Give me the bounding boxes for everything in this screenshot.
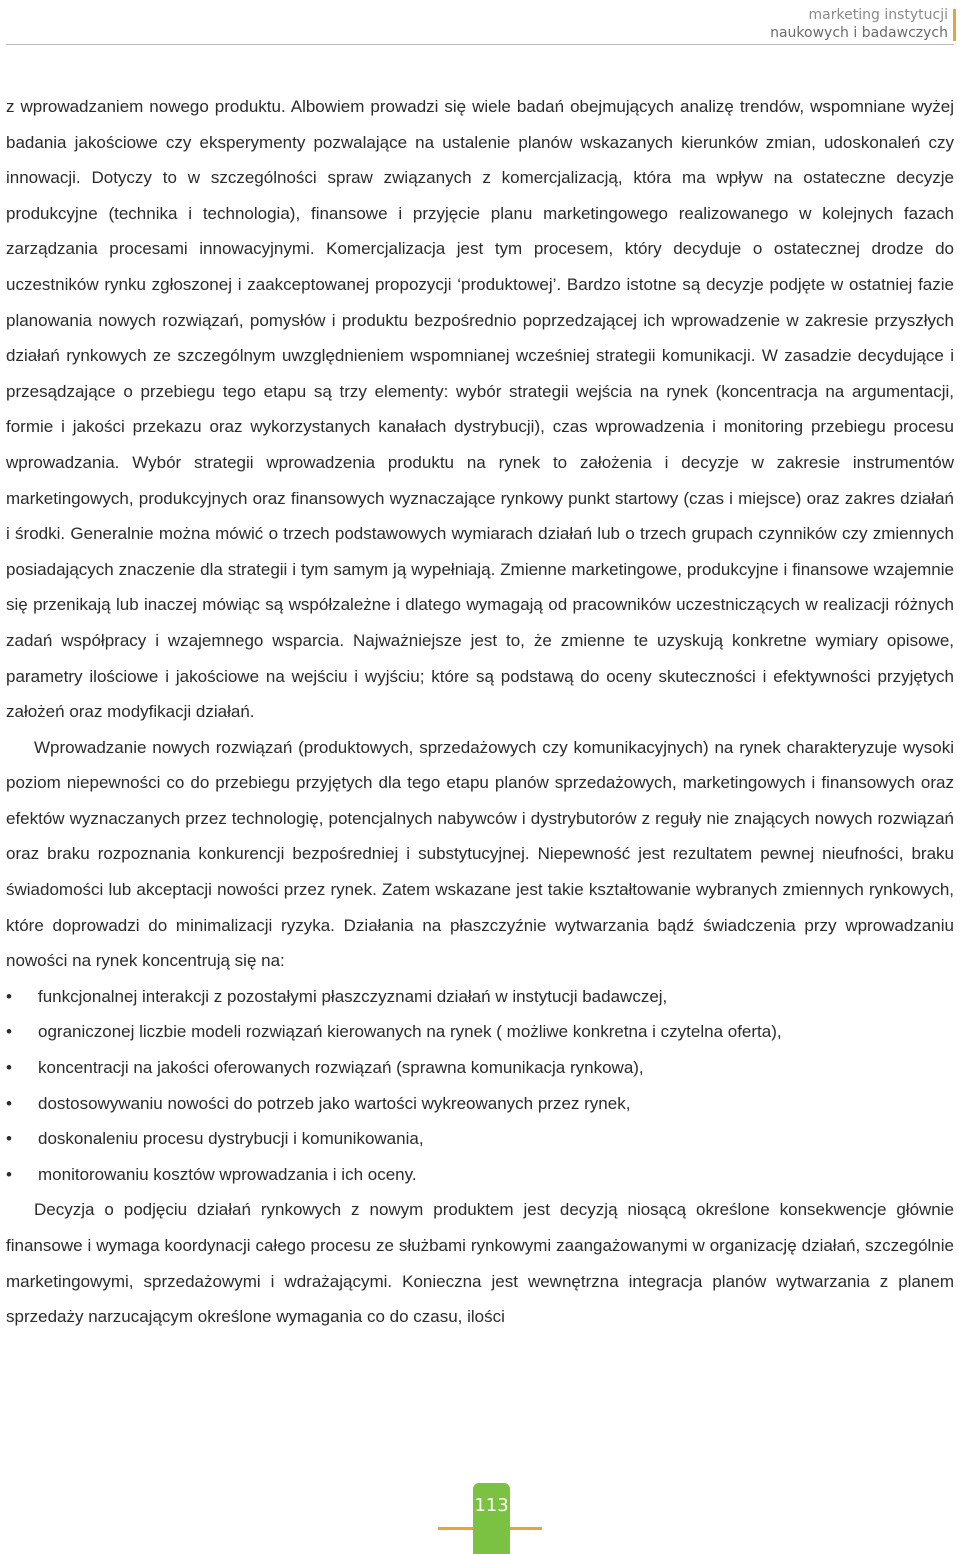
list-item: [6, 1050, 954, 1086]
list-item: [6, 1157, 954, 1193]
list-item: [6, 1086, 954, 1122]
list-item-text: dostosowywaniu nowości do potrzeb jako wartości wykreowanych przez rynek,: [38, 1093, 631, 1113]
header-title-line-2: naukowych i badawczych: [770, 25, 948, 41]
paragraph-2: Wprowadzanie nowych rozwiązań (produktowych, sprzedażowych czy komunikacyjnych) na rynek charakteryzuje wysoki poziom niepewności co do przebiegu przyjętych dla tego etapu planów sprzedażowych, marketingowych i finansowych oraz efektów wyznaczanych przez technologię, potencjalnych nabywców i dystrybutorów z reguły nie znających nowych rozwiązań oraz braku rozpoznania konkurencji bezpośredniej i substytucyjnej. Niepewność jest rezultatem pewnej nieufności, braku świadomości lub akceptacji nowości przez rynek. Zatem wskazane jest takie kształtowanie wybranych zmiennych rynkowych, które doprowadzi do minimalizacji ryzyka. Działania na płaszczyźnie wytwarzania bądź świadczenia przy wprowadzaniu nowości na rynek koncentrują się na:: [6, 737, 954, 971]
list-item-text: monitorowaniu kosztów wprowadzania i ich oceny.: [38, 1164, 417, 1184]
bullet-icon: •: [6, 1058, 12, 1078]
bullet-icon: •: [6, 1093, 12, 1113]
list-item-text: funkcjonalnej interakcji z pozostałymi płaszczyznami działań w instytucji badawczej,: [38, 986, 668, 1006]
bullet-icon: •: [6, 1022, 12, 1042]
header-accent-bar: [953, 9, 956, 41]
list-item: [6, 979, 954, 1015]
list-item-text: koncentracji na jakości oferowanych rozwiązań (sprawna komunikacja rynkowa),: [38, 1058, 644, 1078]
list-item: [6, 1121, 954, 1157]
bullet-list: [6, 979, 954, 1193]
bullet-icon: •: [6, 1164, 12, 1184]
header-title-line-1: marketing instytucji: [808, 7, 948, 23]
list-item-text: ograniczonej liczbie modeli rozwiązań kierowanych na rynek ( możliwe konkretna i czytelna oferta),: [38, 1022, 782, 1042]
bullet-icon: •: [6, 986, 12, 1006]
list-item-text: doskonaleniu procesu dystrybucji i komunikowania,: [38, 1129, 424, 1149]
header-divider: [6, 44, 954, 45]
paragraph-3: Decyzja o podjęciu działań rynkowych z nowym produktem jest decyzją niosącą określone konsekwencje głównie finansowe i wymaga koordynacji całego procesu ze służbami rynkowymi zaangażowanymi w organizację działań, szczególnie marketingowymi, sprzedażowymi i wdrażającymi. Konieczna jest wewnętrzna integracja planów wytwarzania z planem sprzedaży narzucającym określone wymagania co do czasu, ilości: [6, 1200, 954, 1327]
body-text: [6, 89, 954, 1335]
paragraph-1: z wprowadzaniem nowego produktu. Albowiem prowadzi się wiele badań obejmujących analizę trendów, wspomniane wyżej badania jakościowe czy eksperymenty pozwalające na ustalenie planów wskazanych kierunków zmian, udoskonaleń czy innowacji. Dotyczy to w szczególności spraw związanych z komercjalizacją, która ma wpływ na ostateczne decyzje produkcyjne (technika i technologia), finansowe i przyjęcie planu marketingowego realizowanego w kolejnych fazach zarządzania procesami innowacyjnymi. Komercjalizacja jest tym procesem, który decyduje o ostatecznej drodze do uczestników rynku zgłoszonej i zaakceptowanej propozycji ‘produktowej’. Bardzo istotne są decyzje podjęte w ostatniej fazie planowania nowych rozwiązań, pomysłów i produktu bezpośrednio poprzedzającej ich wprowadzenie w zakresie przyszłych działań rynkowych ze szczególnym uwzględnieniem wspomnianej wcześniej strategii komunikacji. W zasadzie decydujące i przesądzające o przebiegu tego etapu są trzy elementy: wybór strategii wejścia na rynek (koncentracja na argumentacji, formie i jakości przekazu oraz wykorzystanych kanałach dystrybucji), czas wprowadzenia i monitoring przebiegu procesu wprowadzania. Wybór strategii wprowadzenia produktu na rynek to założenia i decyzje w zakresie instrumentów marketingowych, produkcyjnych oraz finansowych wyznaczające rynkowy punkt startowy (czas i miejsce) oraz zakres działań i środki. Generalnie można mówić o trzech podstawowych wymiarach działań lub o trzech grupach czynników czy zmiennych posiadających znaczenie dla strategii i tym samym ją wypełniają. Zmienne marketingowe, produkcyjne i finansowe wzajemnie się przenikają lub inaczej mówiąc są współzależne i dlatego wymagają od pracowników uczestniczących w realizacji różnych zadań współpracy i wzajemnego wsparcia. Najważniejsze jest to, że zmienne te uzyskują konkretne wymiary opisowe, parametry ilościowe i jakościowe na wejściu i wyjściu; które są podstawą do oceny skuteczności i efektywności przyjętych założeń oraz modyfikacji działań.: [6, 97, 954, 722]
bullet-icon: •: [6, 1129, 12, 1149]
list-item: [6, 1014, 954, 1050]
page-number-tab: [473, 1483, 510, 1554]
page-number: 113: [474, 1495, 509, 1516]
running-header: [770, 6, 948, 42]
